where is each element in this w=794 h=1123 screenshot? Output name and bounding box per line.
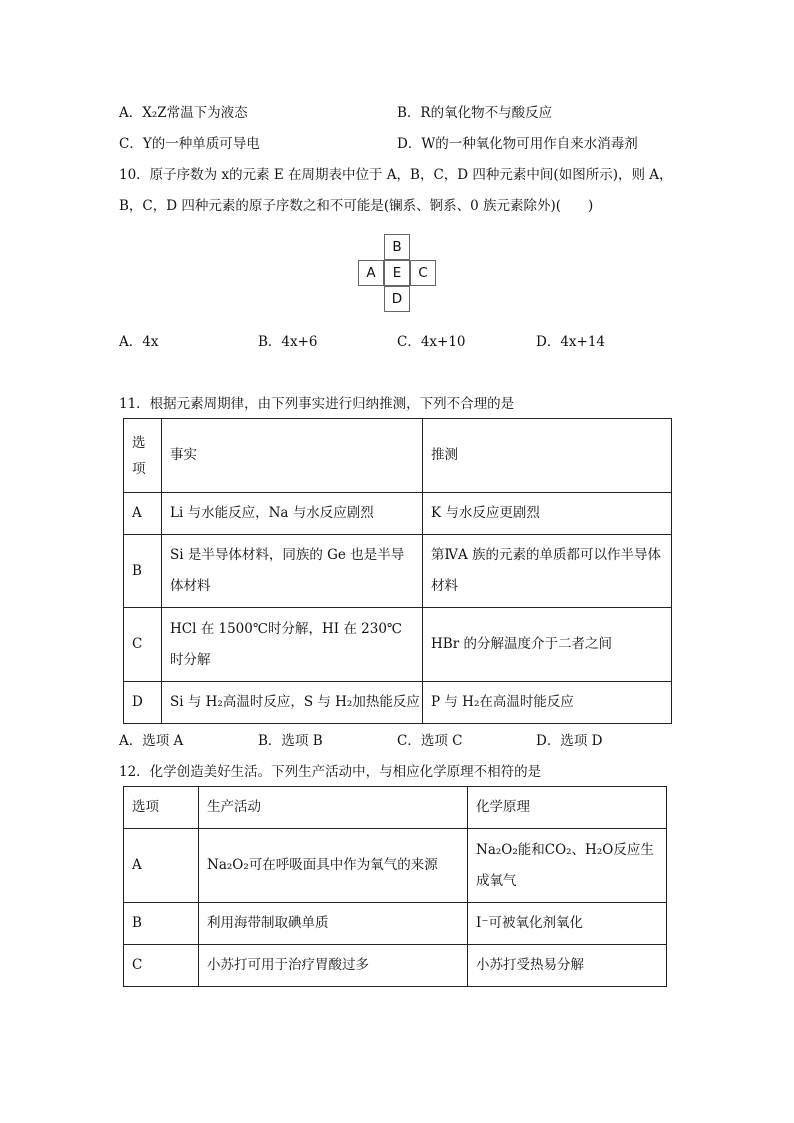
row-inference: K 与水反应更剧烈 <box>423 493 672 535</box>
q10-option-a: A．4x <box>119 334 159 350</box>
q10-option-d: D．4x+14 <box>536 334 606 350</box>
row-fact: Si 是半导体材料，同族的 Ge 也是半导体材料 <box>162 535 423 608</box>
row-principle: I⁻可被氧化剂氧化 <box>468 903 667 945</box>
q10-stem-line1: 10．原子序数为 x的元素 E 在周期表中位于 A，B，C，D 四种元素中间(如图所示)，则 A， <box>119 167 673 183</box>
row-fact: Si 与 H₂高温时反应，S 与 H₂加热能反应 <box>162 682 423 724</box>
row-option: D <box>124 682 162 724</box>
q9-option-c: C．Y的一种单质可导电 <box>119 136 260 152</box>
table-row <box>124 829 667 903</box>
q9-option-b: B．R的氧化物不与酸反应 <box>397 105 553 121</box>
q9-option-a: A．X₂Z常温下为液态 <box>119 105 248 121</box>
table-header-row <box>124 419 672 493</box>
row-option: A <box>124 829 199 903</box>
header-fact: 事实 <box>162 419 423 493</box>
diagram-cell-top: B <box>384 234 410 260</box>
q11-option-d: D．选项 D <box>536 733 603 749</box>
q12-stem: 12．化学创造美好生活。下列生产活动中，与相应化学原理不相符的是 <box>119 764 542 780</box>
q11-table <box>123 418 672 724</box>
row-inference: HBr 的分解温度介于二者之间 <box>423 608 672 682</box>
q11-option-b: B．选项 B <box>258 733 323 749</box>
row-activity: 利用海带制取碘单质 <box>199 903 468 945</box>
table-header-row <box>124 787 667 829</box>
row-fact: HCl 在 1500℃时分解，HI 在 230℃时分解 <box>162 608 423 682</box>
row-fact: Li 与水能反应，Na 与水反应剧烈 <box>162 493 423 535</box>
diagram-cell-right: C <box>410 260 436 286</box>
header-inference: 推测 <box>423 419 672 493</box>
q10-option-b: B．4x+6 <box>258 334 318 350</box>
q12-table <box>123 786 667 987</box>
diagram-cell-bottom: D <box>384 286 410 312</box>
table-row <box>124 903 667 945</box>
table-row <box>124 493 672 535</box>
row-option: C <box>124 608 162 682</box>
diagram-cell-left: A <box>358 260 384 286</box>
row-principle: Na₂O₂能和CO₂、H₂O反应生成氧气 <box>468 829 667 903</box>
q11-option-a: A．选项 A <box>119 733 184 749</box>
table-row <box>124 608 672 682</box>
row-option: B <box>124 903 199 945</box>
q10-option-c: C．4x+10 <box>397 334 466 350</box>
header-option: 选项 <box>124 419 162 493</box>
diagram-cell-center: E <box>384 260 410 286</box>
table-row <box>124 535 672 608</box>
header-principle: 化学原理 <box>468 787 667 829</box>
row-activity: Na₂O₂可在呼吸面具中作为氧气的来源 <box>199 829 468 903</box>
table-row <box>124 682 672 724</box>
row-principle: 小苏打受热易分解 <box>468 945 667 987</box>
row-option: A <box>124 493 162 535</box>
row-option: C <box>124 945 199 987</box>
table-row <box>124 945 667 987</box>
q11-option-c: C．选项 C <box>397 733 463 749</box>
row-inference: 第ⅣA 族的元素的单质都可以作半导体材料 <box>423 535 672 608</box>
q10-stem-line2: B，C，D 四种元素的原子序数之和不可能是(镧系、锕系、0 族元素除外)( ) <box>119 198 594 214</box>
row-option: B <box>124 535 162 608</box>
q9-option-d: D．W的一种氧化物可用作自来水消毒剂 <box>397 136 638 152</box>
row-inference: P 与 H₂在高温时能反应 <box>423 682 672 724</box>
q11-stem: 11．根据元素周期律，由下列事实进行归纳推测，下列不合理的是 <box>119 396 515 412</box>
header-activity: 生产活动 <box>199 787 468 829</box>
row-activity: 小苏打可用于治疗胃酸过多 <box>199 945 468 987</box>
header-option: 选项 <box>124 787 199 829</box>
